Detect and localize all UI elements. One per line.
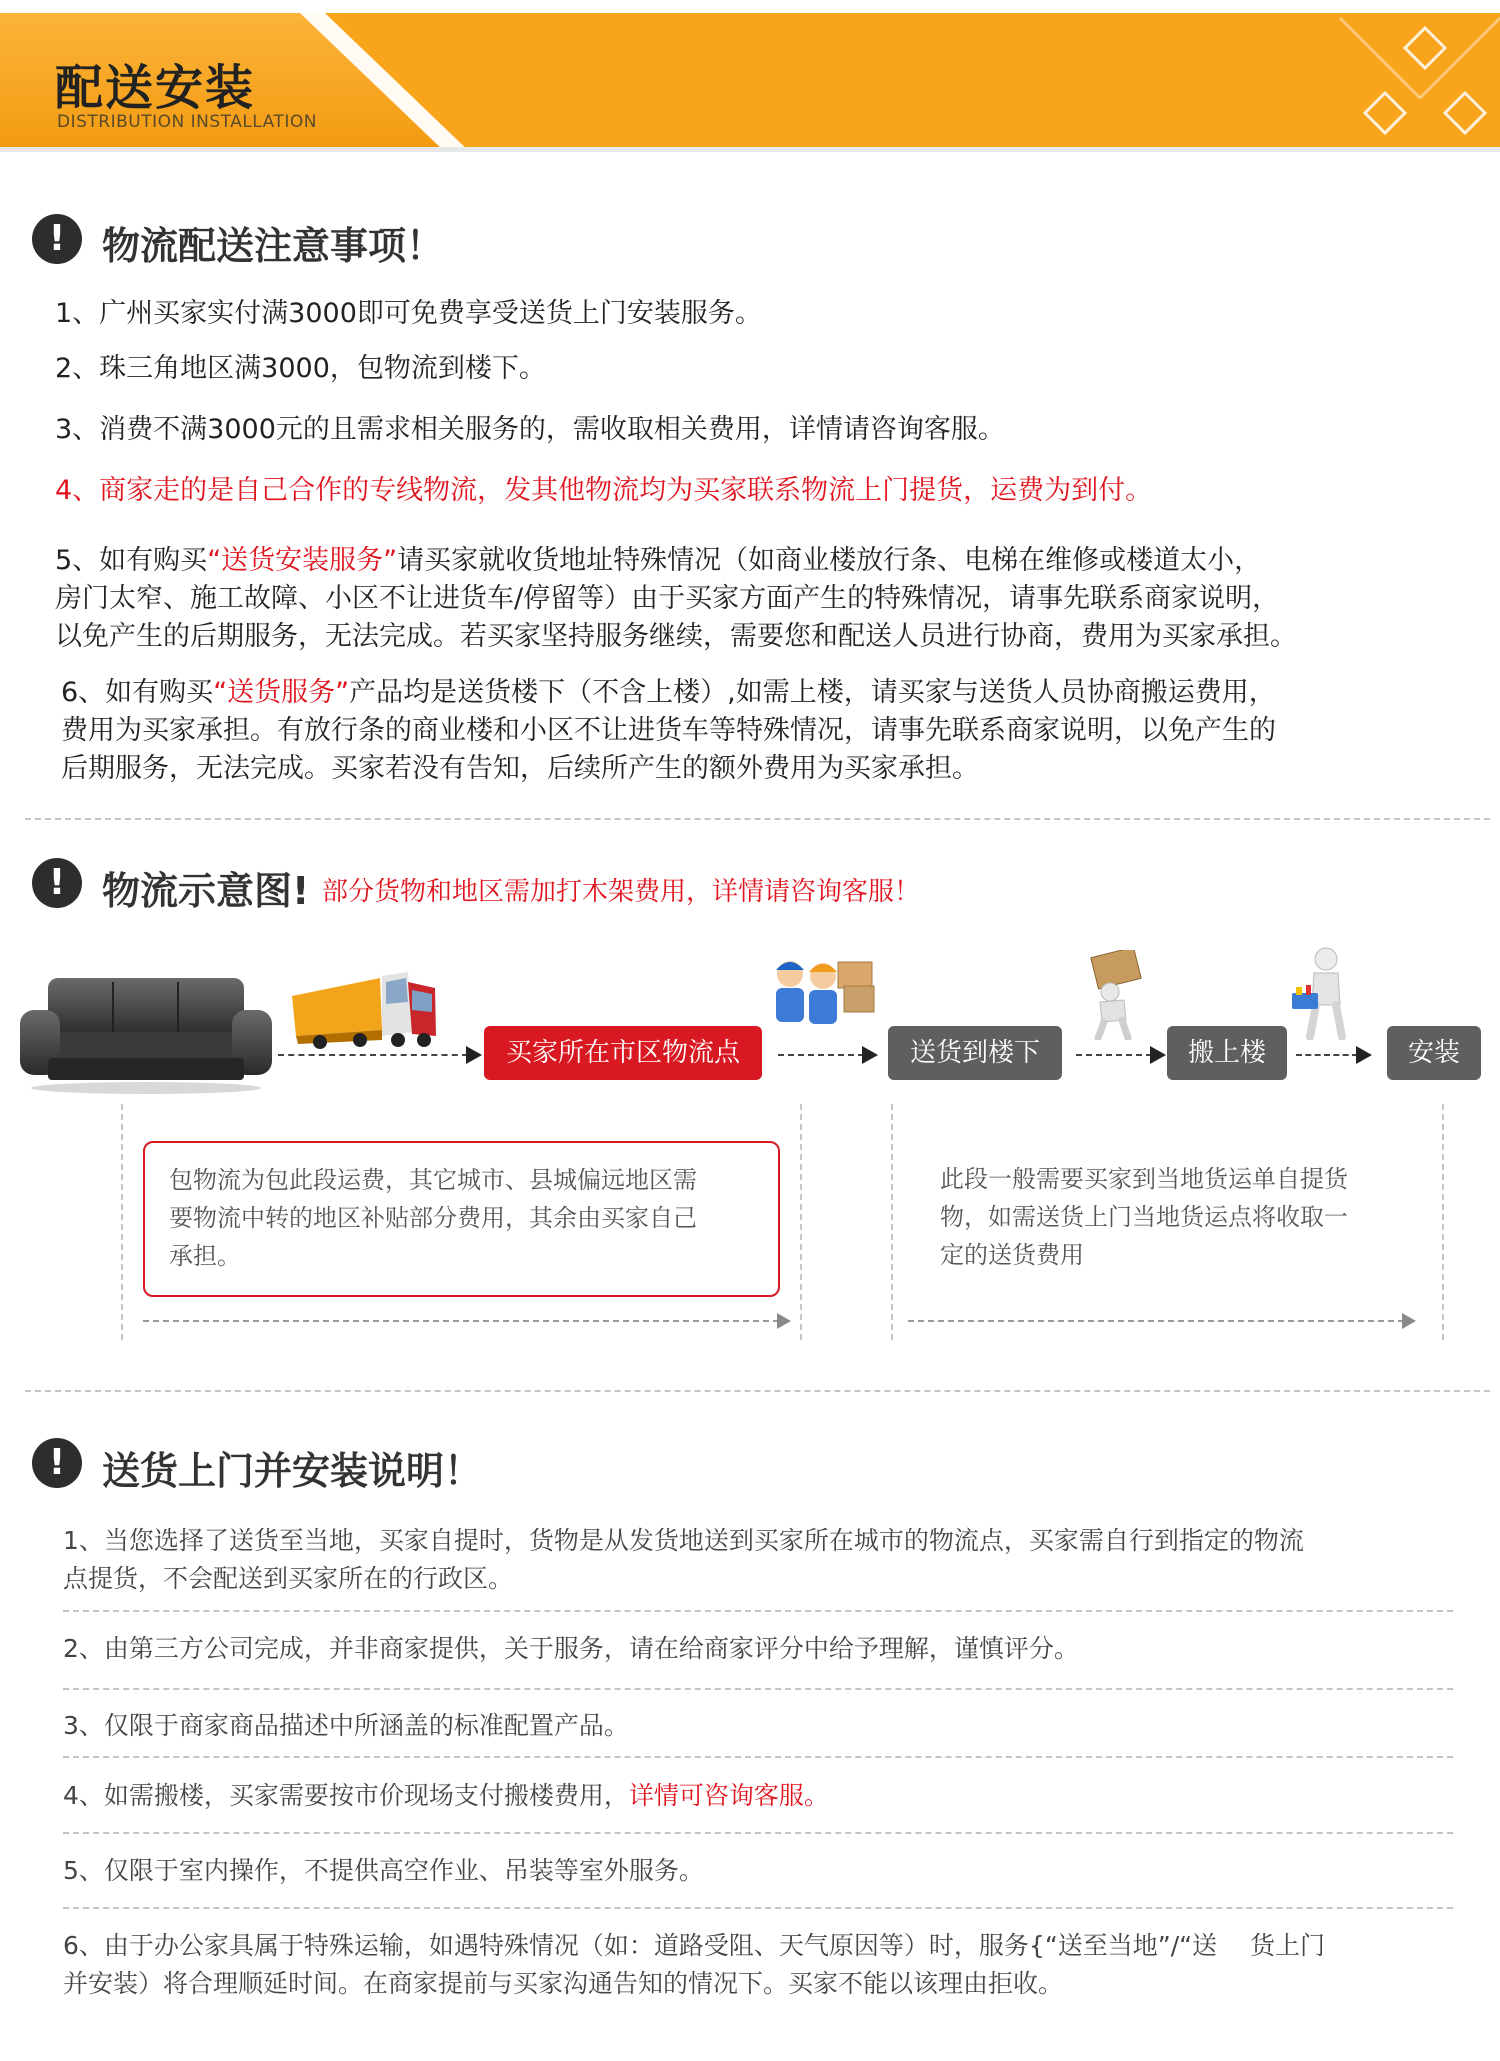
list-item-line: 房门太窄、施工故障、小区不让进货车/停留等）由于买家方面产生的特殊情况，请事先联系商家说明， bbox=[55, 583, 1280, 614]
list-item-line: 后期服务，无法完成。买家若没有告知，后续所产生的额外费用为买家承担。 bbox=[61, 753, 979, 784]
service-highlight: “送货服务” bbox=[213, 677, 350, 708]
step-install: 安装 bbox=[1387, 1026, 1481, 1080]
note-line: 要物流中转的地区补贴部分费用，其余由买家自己 bbox=[169, 1204, 697, 1232]
range-arrow-line bbox=[908, 1320, 1404, 1322]
section-divider bbox=[25, 818, 1490, 820]
bracket-line bbox=[800, 1104, 802, 1340]
range-arrow-line bbox=[143, 1320, 779, 1322]
range-arrow-head-icon bbox=[777, 1313, 791, 1329]
item-text: 4、如需搬楼，买家需要按市价现场支付搬楼费用， bbox=[63, 1781, 629, 1810]
bracket-line bbox=[121, 1104, 123, 1340]
truck-icon bbox=[290, 968, 440, 1050]
step-carry-upstairs: 搬上楼 bbox=[1167, 1026, 1287, 1080]
flow-arrow-head-icon bbox=[1150, 1046, 1166, 1064]
item-prefix: 6、如有购买 bbox=[61, 677, 214, 708]
row-divider bbox=[63, 1610, 1453, 1612]
flow-arrow-head-icon bbox=[466, 1046, 482, 1064]
consult-service-highlight: 详情可咨询客服。 bbox=[628, 1781, 829, 1810]
workers-icon bbox=[768, 952, 878, 1024]
list-item: 2、由第三方公司完成，并非商家提供，关于服务，请在给商家评分中给予理解，谨慎评分。 bbox=[63, 1634, 1079, 1663]
row-divider bbox=[63, 1688, 1453, 1690]
list-item: 3、消费不满3000元的且需求相关服务的，需收取相关费用，详情请咨询客服。 bbox=[55, 414, 1005, 445]
section-title-notice: 物流配送注意事项！ bbox=[102, 224, 445, 268]
list-item-line: 点提货，不会配送到买家所在的行政区。 bbox=[63, 1564, 514, 1593]
header-banner bbox=[0, 13, 1500, 152]
item-prefix: 5、如有购买 bbox=[55, 545, 208, 576]
bracket-line bbox=[1442, 1104, 1444, 1340]
list-item bbox=[55, 542, 1261, 580]
section-note: 部分货物和地区需加打木架费用，详情请咨询客服！ bbox=[322, 877, 921, 907]
section-title-flow: 物流示意图! bbox=[102, 869, 310, 913]
list-item: 1、当您选择了送货至当地，买家自提时，货物是从发货地送到买家所在城市的物流点，买家需自行到指定的物流 bbox=[63, 1526, 1304, 1555]
note-line: 包物流为包此段运费，其它城市、县城偏远地区需 bbox=[169, 1166, 697, 1194]
step-logistics-point: 买家所在市区物流点 bbox=[484, 1026, 762, 1080]
list-item: 3、仅限于商家商品描述中所涵盖的标准配置产品。 bbox=[63, 1711, 629, 1740]
section-divider bbox=[25, 1390, 1490, 1392]
list-item: 5、仅限于室内操作，不提供高空作业、吊装等室外服务。 bbox=[63, 1856, 704, 1885]
exclamation-icon: ! bbox=[32, 858, 82, 908]
note-box-logistics bbox=[143, 1141, 780, 1297]
flow-arrow-line bbox=[1076, 1054, 1152, 1056]
installer-icon bbox=[1290, 945, 1360, 1040]
range-arrow-head-icon bbox=[1402, 1313, 1416, 1329]
item-text: 请买家就收货地址特殊情况（如商业楼放行条、电梯在维修或楼道太小， bbox=[397, 545, 1262, 576]
page-subtitle: DISTRIBUTION INSTALLATION bbox=[57, 112, 317, 132]
list-item-line: 并安装）将合理顺延时间。在商家提前与买家沟通告知的情况下。买家不能以该理由拒收。 bbox=[63, 1969, 1064, 1998]
list-item-line: 费用为买家承担。有放行条的商业楼和小区不让进货车等特殊情况，请事先联系商家说明，以免产生的 bbox=[61, 715, 1276, 746]
carrier-icon bbox=[1080, 950, 1150, 1040]
flow-arrow-line bbox=[778, 1054, 864, 1056]
item-text: 产品均是送货楼下（不含上楼）,如需上楼，请买家与送货人员协商搬运费用， bbox=[349, 677, 1276, 708]
list-item: 1、广州买家实付满3000即可免费享受送货上门安装服务。 bbox=[55, 298, 762, 329]
row-divider bbox=[63, 1756, 1453, 1758]
row-divider bbox=[63, 1832, 1453, 1834]
list-item bbox=[63, 1777, 829, 1815]
sofa-icon bbox=[18, 970, 273, 1095]
flow-arrow-line bbox=[278, 1054, 468, 1056]
bracket-line bbox=[891, 1104, 893, 1340]
row-divider bbox=[63, 1907, 1453, 1909]
section-title-install: 送货上门并安装说明！ bbox=[102, 1449, 483, 1493]
flow-arrow-head-icon bbox=[1356, 1046, 1372, 1064]
list-item-highlight: 4、商家走的是自己合作的专线物流，发其他物流均为买家联系物流上门提货，运费为到付。 bbox=[55, 475, 1153, 506]
exclamation-icon: ! bbox=[32, 1438, 82, 1488]
list-item bbox=[61, 674, 1276, 712]
service-highlight: “送货安装服务” bbox=[207, 545, 398, 576]
page-title: 配送安装 bbox=[55, 60, 256, 116]
note-line: 定的送货费用 bbox=[940, 1241, 1084, 1269]
list-item: 6、由于办公家具属于特殊运输，如遇特殊情况（如：道路受阻、天气原因等）时，服务{“送至当地”/“送 货上门 bbox=[63, 1931, 1326, 1960]
step-deliver-downstairs: 送货到楼下 bbox=[888, 1026, 1062, 1080]
flow-arrow-line bbox=[1296, 1054, 1358, 1056]
note-line: 此段一般需要买家到当地货运单自提货 bbox=[940, 1165, 1348, 1193]
note-line: 物，如需送货上门当地货运点将收取一 bbox=[940, 1203, 1348, 1231]
flow-arrow-head-icon bbox=[862, 1046, 878, 1064]
note-line: 承担。 bbox=[169, 1242, 241, 1270]
list-item-line: 以免产生的后期服务，无法完成。若买家坚持服务继续，需要您和配送人员进行协商，费用为买家承担。 bbox=[55, 621, 1297, 652]
list-item: 2、珠三角地区满3000，包物流到楼下。 bbox=[55, 353, 546, 384]
exclamation-icon: ! bbox=[32, 214, 82, 264]
